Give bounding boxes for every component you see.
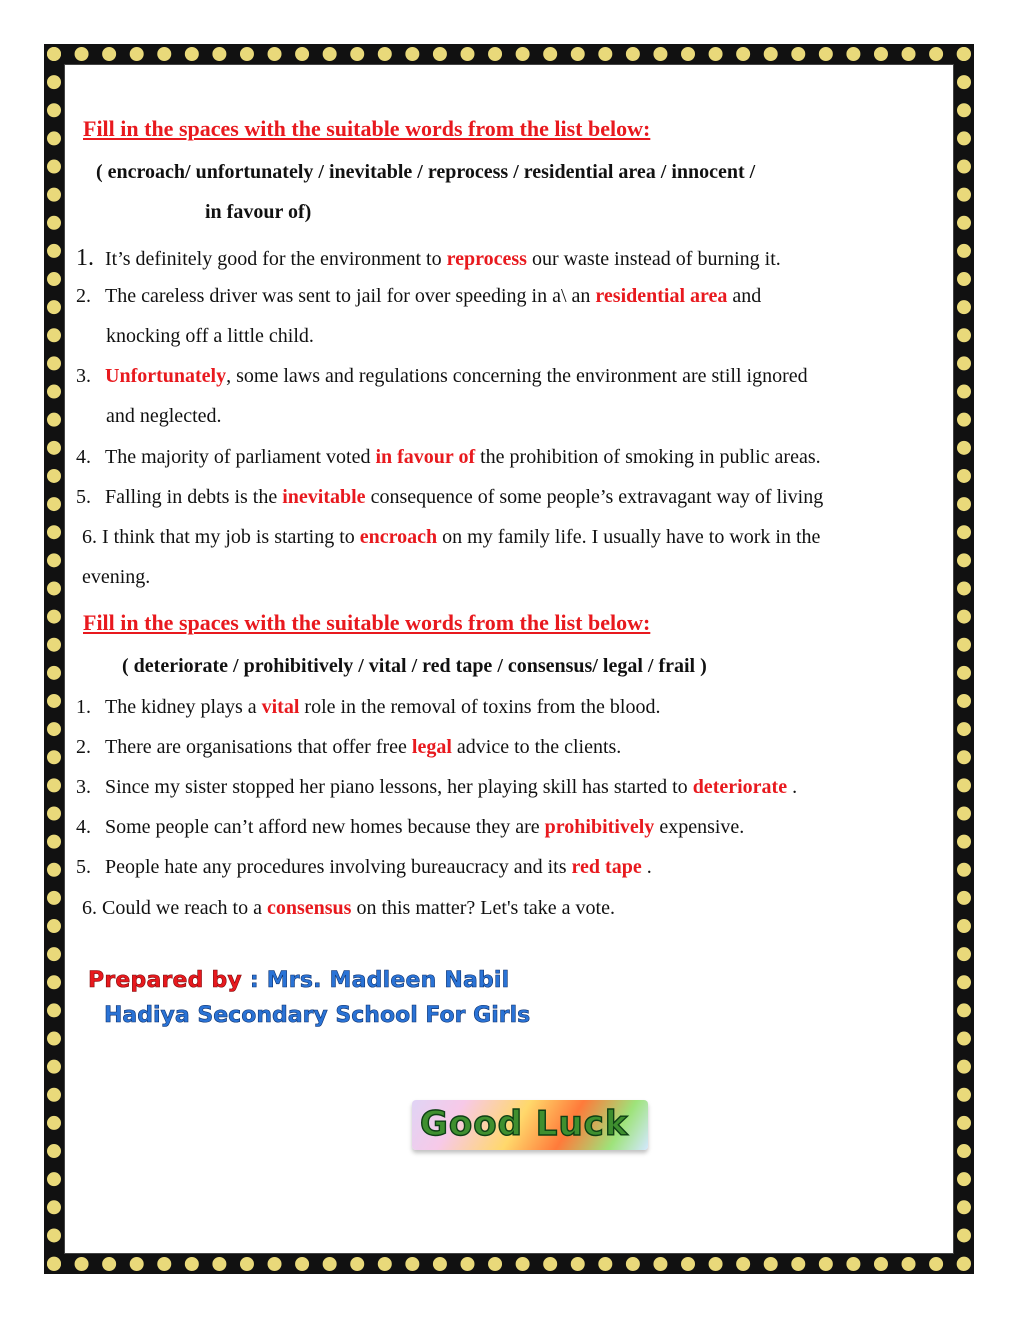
question-text: People hate any procedures involving bureaucracy and its (105, 856, 572, 878)
question-text: The careless driver was sent to jail for over speeding in a\ an (105, 285, 596, 307)
question-1-1 (76, 245, 781, 272)
question-1-2-cont: knocking off a little child. (106, 325, 314, 347)
question-1-2 (76, 285, 761, 308)
prepared-by-line (88, 968, 509, 993)
answer-word: red tape (571, 856, 642, 878)
question-number: 3. (76, 365, 91, 387)
question-text: consequence of some people’s extravagant way of living (365, 486, 824, 508)
section1-word-list: ( encroach/ unfortunately / inevitable / reprocess / residential area / innocent / (96, 161, 756, 183)
answer-word: in favour of (375, 446, 476, 468)
question-text: . (787, 776, 798, 798)
answer-word: legal (411, 736, 452, 758)
question-text: Falling in debts is the (105, 486, 283, 508)
question-2-4 (76, 816, 744, 839)
question-number: 6. (82, 897, 97, 919)
section2-heading: Fill in the spaces with the suitable words from the list below: (83, 610, 651, 635)
answer-word: residential area (595, 285, 728, 307)
prepared-by-separator: : (241, 968, 267, 993)
question-text: , some laws and regulations concerning the environment are still ignored (226, 365, 808, 387)
question-number: 1. (76, 696, 91, 718)
answer-word: Unfortunately (105, 365, 227, 387)
good-luck-text: Good Luck (420, 1104, 629, 1144)
question-2-5 (76, 856, 652, 879)
question-number: 1. (76, 245, 94, 271)
question-text: on my family life. I usually have to work in the (437, 526, 821, 548)
question-2-1 (76, 696, 660, 719)
question-1-6 (82, 526, 820, 549)
section1-word-list-cont: in favour of) (205, 201, 312, 223)
answer-word: vital (261, 696, 300, 718)
answer-word: inevitable (282, 486, 366, 508)
question-text: our waste instead of burning it. (526, 248, 781, 270)
question-1-4 (76, 446, 821, 469)
question-text: expensive. (654, 816, 745, 838)
question-text: on this matter? Let's take a vote. (351, 897, 615, 919)
question-number: 5. (76, 856, 91, 878)
question-2-3 (76, 776, 797, 799)
answer-word: prohibitively (544, 816, 655, 838)
question-text: Since my sister stopped her piano lessons, her playing skill has started to (105, 776, 693, 798)
question-text: . (641, 856, 652, 878)
question-1-5 (76, 486, 823, 509)
answer-word: deteriorate (692, 776, 788, 798)
question-text: The kidney plays a (105, 696, 262, 718)
question-text: advice to the clients. (451, 736, 622, 758)
section1-heading: Fill in the spaces with the suitable words from the list below: (83, 116, 651, 141)
question-number: 2. (76, 285, 91, 307)
answer-word: encroach (359, 526, 438, 548)
question-number: 4. (76, 446, 91, 468)
question-number: 3. (76, 776, 91, 798)
good-luck-badge (412, 1100, 648, 1150)
question-text: There are organisations that offer free (105, 736, 412, 758)
question-number: 6. (82, 526, 97, 548)
question-2-6 (82, 897, 615, 920)
question-text: role in the removal of toxins from the blood. (299, 696, 661, 718)
question-text: The majority of parliament voted (105, 446, 376, 468)
question-2-2 (76, 736, 621, 759)
question-1-3 (76, 365, 808, 388)
question-number: 4. (76, 816, 91, 838)
question-number: 2. (76, 736, 91, 758)
question-text: and (727, 285, 762, 307)
prepared-by-label: Prepared by (88, 968, 242, 993)
question-text: It’s definitely good for the environment to (105, 248, 447, 270)
section2-word-list: ( deteriorate / prohibitively / vital / red tape / consensus/ legal / frail ) (122, 655, 707, 677)
answer-word: reprocess (446, 248, 527, 270)
question-text: Could we reach to a (97, 897, 267, 919)
question-text: the prohibition of smoking in public areas. (475, 446, 821, 468)
answer-word: consensus (266, 897, 352, 919)
question-1-3-cont: and neglected. (106, 405, 222, 427)
question-text: I think that my job is starting to (97, 526, 360, 548)
question-number: 5. (76, 486, 91, 508)
question-1-6-cont: evening. (82, 566, 151, 588)
author-name: Mrs. Madleen Nabil (266, 968, 510, 993)
question-text: Some people can’t afford new homes because they are (105, 816, 545, 838)
school-name: Hadiya Secondary School For Girls (104, 1003, 531, 1028)
